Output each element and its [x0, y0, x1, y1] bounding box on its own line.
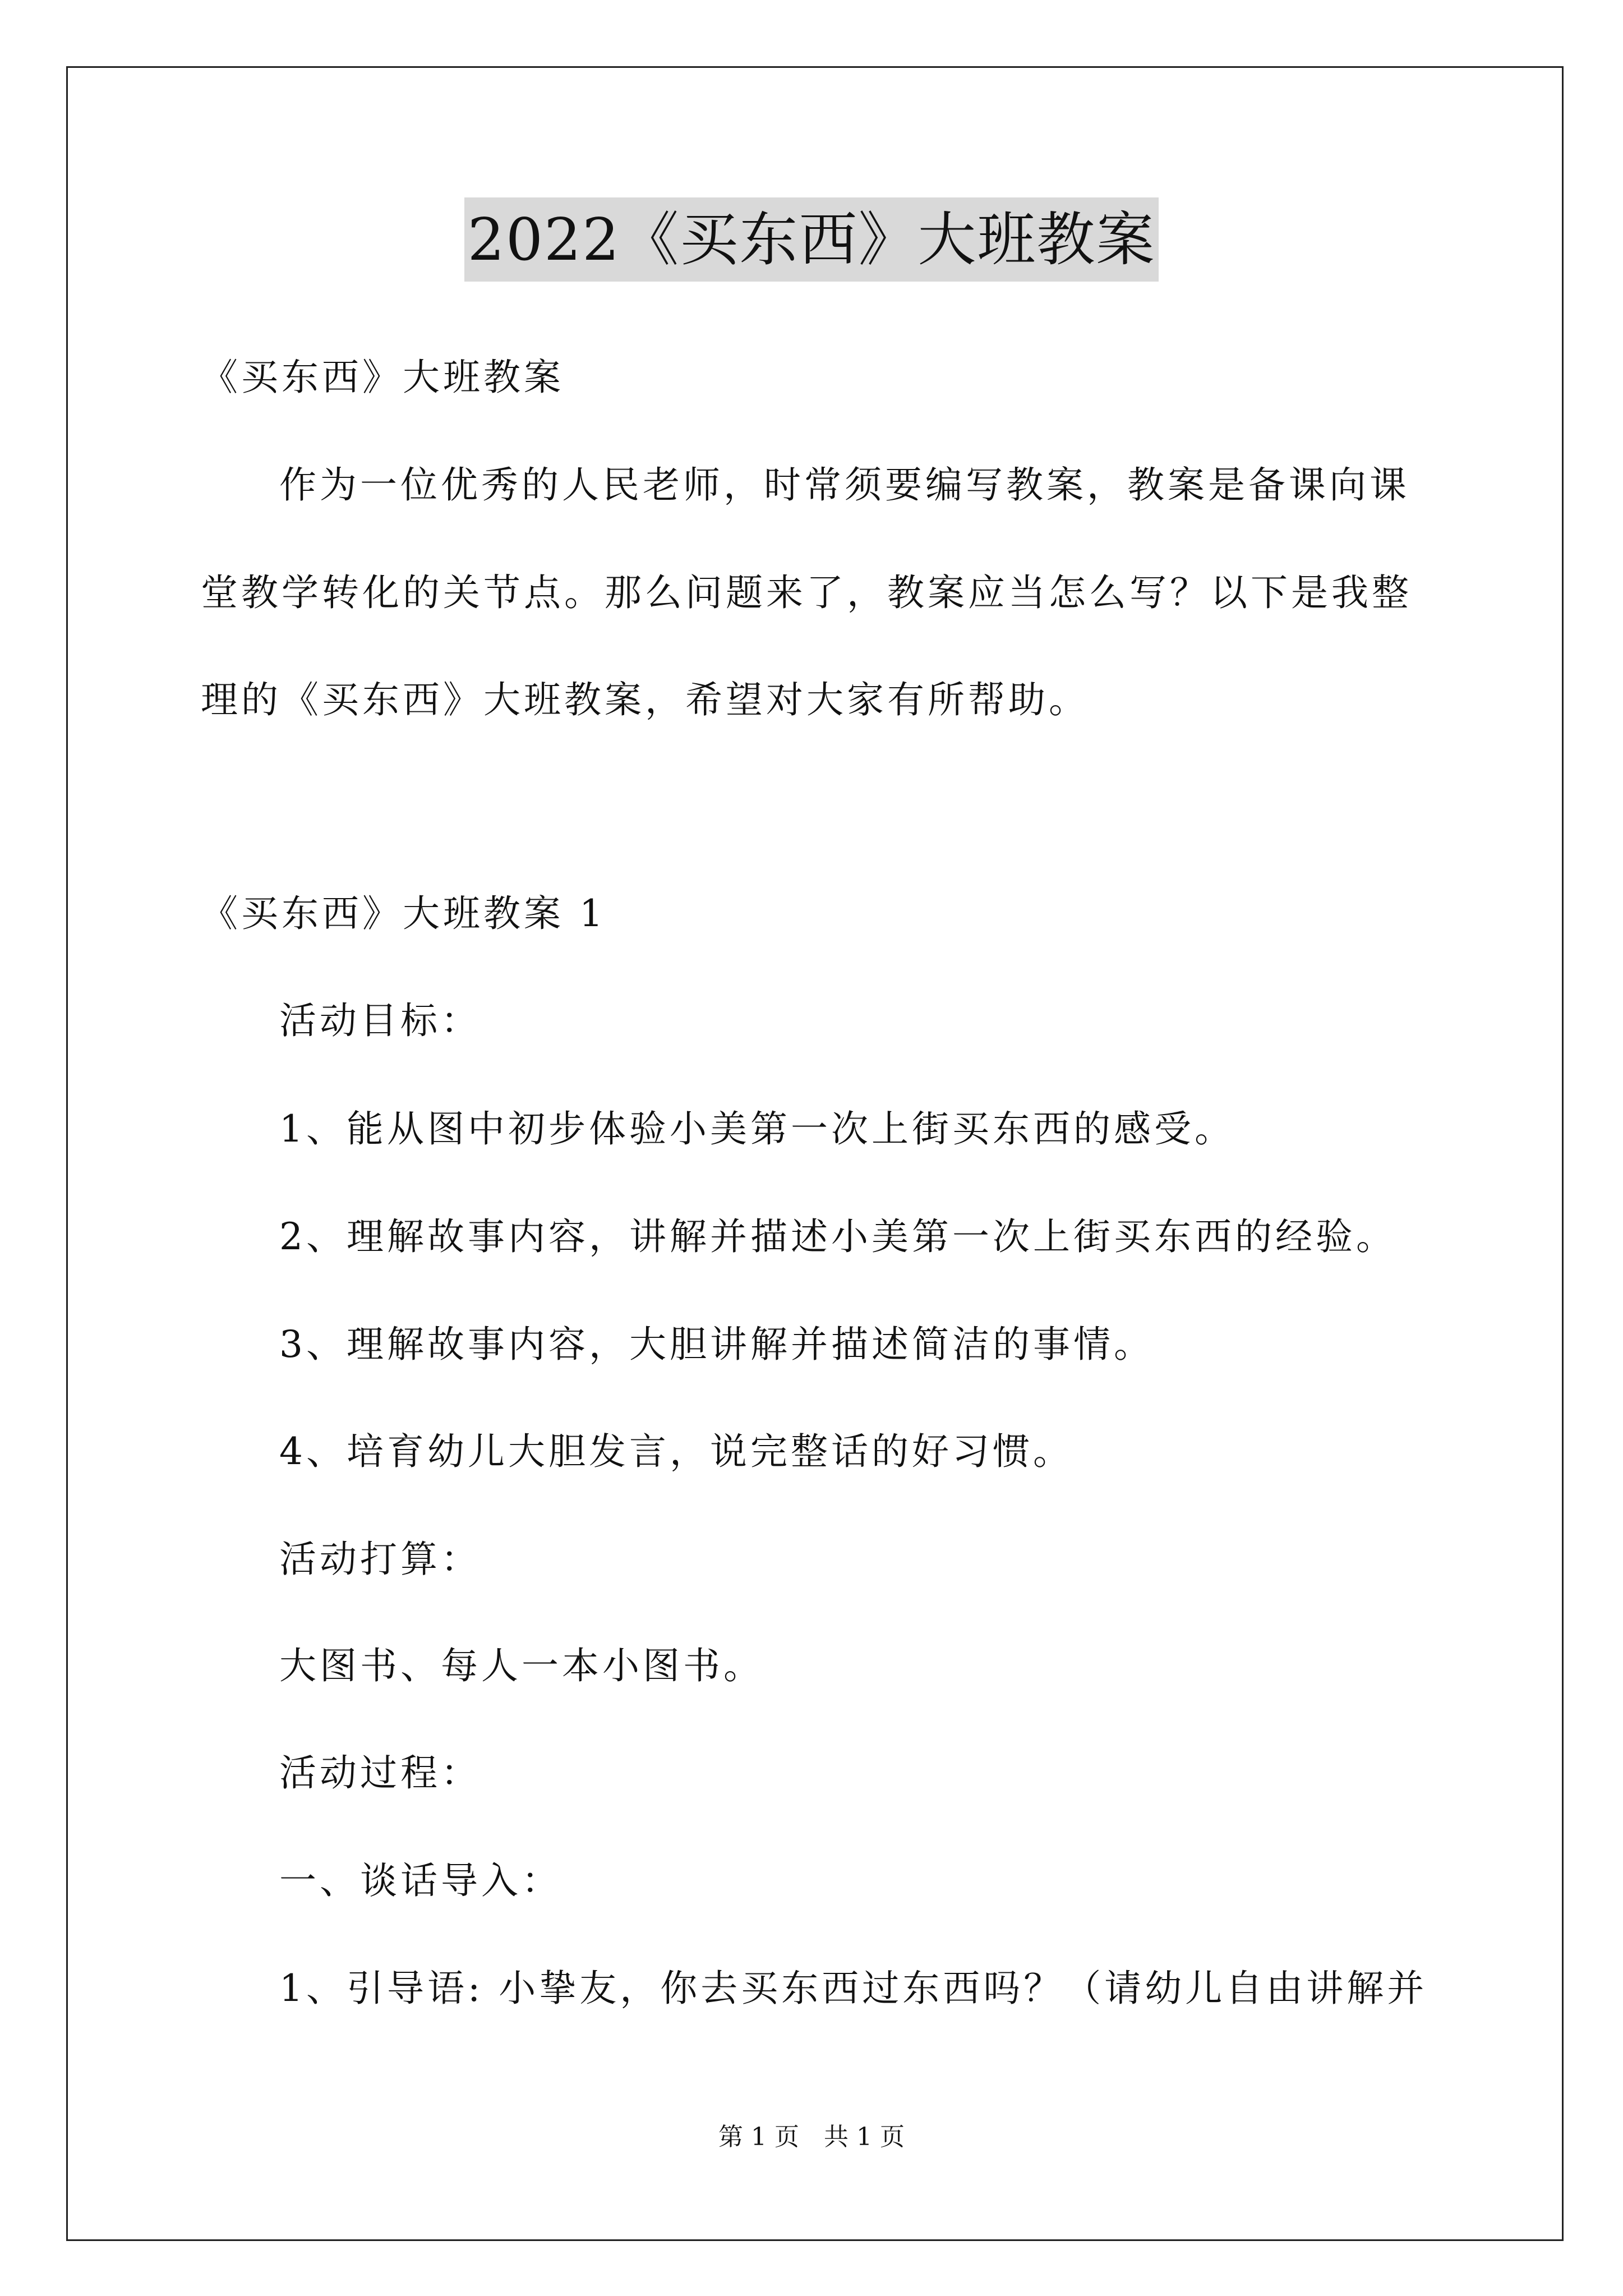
document-subtitle: 《买东西》大班教案	[201, 356, 564, 399]
goal-item-3: 3、理解故事内容，大胆讲解并描述简洁的事情。	[279, 1323, 1154, 1366]
intro-line-3: 理的《买东西》大班教案，希望对大家有所帮助。	[201, 678, 1089, 721]
prep-text: 大图书、每人一本小图书。	[279, 1644, 764, 1687]
document-title: 2022《买东西》大班教案	[464, 197, 1159, 282]
title-container	[0, 197, 1623, 282]
page-footer: 第 1 页 共 1 页	[718, 2123, 905, 2151]
section-title: 《买东西》大班教案 1	[201, 892, 606, 935]
intro-line-1: 作为一位优秀的人民老师，时常须要编写教案，教案是备课向课	[279, 463, 1410, 507]
goal-item-2: 2、理解故事内容，讲解并描述小美第一次上街买东西的经验。	[279, 1215, 1396, 1258]
goal-item-1: 1、能从图中初步体验小美第一次上街买东西的感受。	[279, 1107, 1235, 1151]
process-heading: 活动过程：	[279, 1751, 481, 1795]
goal-item-4: 4、培育幼儿大胆发言，说完整话的好习惯。	[279, 1430, 1073, 1473]
intro-line-2: 堂教学转化的关节点。那么问题来了，教案应当怎么写？以下是我整	[201, 571, 1412, 614]
goals-heading: 活动目标：	[279, 999, 481, 1042]
prep-heading: 活动打算：	[279, 1538, 481, 1581]
step1-heading: 一、谈话导入：	[279, 1859, 562, 1902]
step1-item-1: 1、引导语: 小挚友，你去买东西过东西吗？（请幼儿自由讲解并	[279, 1967, 1428, 2010]
